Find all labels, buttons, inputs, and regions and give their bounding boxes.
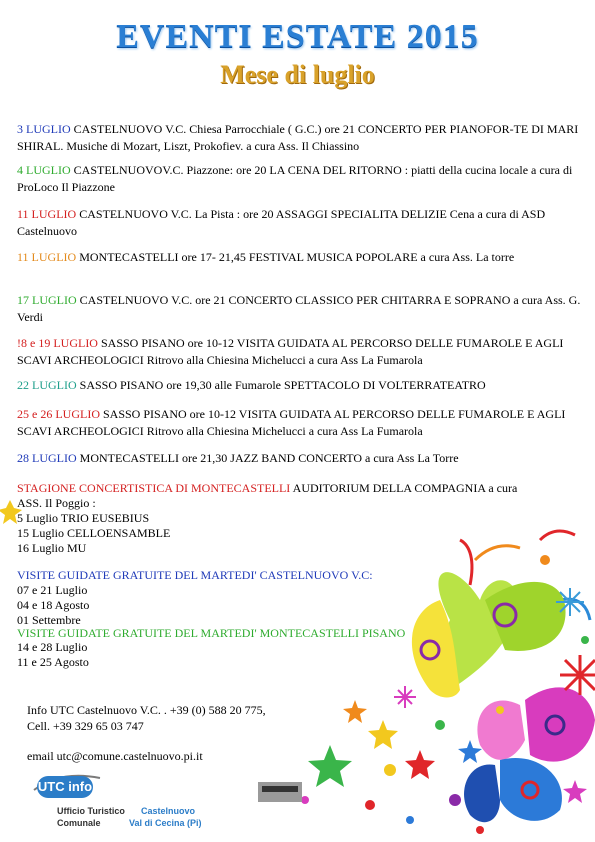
yellow-star-icon xyxy=(368,720,398,749)
event-text: CASTELNUOVO V.C. ore 21 CONCERTO CLASSICO PER CHITARRA E SOPRANO a cura Ass. G. Verdi xyxy=(17,293,581,324)
event-date: 28 LUGLIO xyxy=(17,451,77,465)
page-subtitle: Mese di luglio xyxy=(220,60,375,89)
event-date: 3 LUGLIO xyxy=(17,122,71,136)
contact-info xyxy=(27,702,266,764)
visite-date: 04 e 18 Agosto xyxy=(17,598,90,612)
pink-star-icon xyxy=(563,780,587,803)
logo-line1-place: Castelnuovo xyxy=(141,806,196,816)
snowflake-icon xyxy=(556,588,584,616)
event-item xyxy=(17,377,585,394)
event-item xyxy=(17,406,585,440)
page-title: EVENTI ESTATE 2015 xyxy=(116,18,479,55)
event-date: 17 LUGLIO xyxy=(17,293,77,307)
event-item xyxy=(17,162,585,196)
stagione-heading-line xyxy=(17,481,517,496)
visite-date: 11 e 25 Agosto xyxy=(17,655,89,669)
event-date: 4 LUGLIO xyxy=(17,163,71,177)
event-item xyxy=(17,292,585,326)
event-date: 22 LUGLIO xyxy=(17,378,77,392)
event-text: CASTELNUOVO V.C. La Pista : ore 20 ASSAGGI SPECIALITA DELIZIE Cena a cura di ASD Castelnuovo xyxy=(17,207,546,238)
visite-montecastelli-heading: VISITE GUIDATE GRATUITE DEL MARTEDI' MONTECASTELLI PISANO xyxy=(17,626,406,640)
event-item xyxy=(17,450,585,467)
event-text: SASSO PISANO ore 19,30 alle Fumarole SPETTACOLO DI VOLTERRATEATRO xyxy=(76,378,486,392)
info-email: email utc@comune.castelnuovo.pi.it xyxy=(27,749,203,763)
logo-line2-place: Val di Cecina (Pi) xyxy=(129,818,202,828)
info-phone: Info UTC Castelnuovo V.C. . +39 (0) 588 20 775, xyxy=(27,703,266,717)
event-text: MONTECASTELLI ore 21,30 JAZZ BAND CONCERTO a cura Ass La Torre xyxy=(76,451,459,465)
event-text: CASTELNUOVOV.C. Piazzone: ore 20 LA CENA DEL RITORNO : piatti della cucina locale a cura di ProLoco Il Piazzone xyxy=(17,163,573,194)
red-star-icon xyxy=(405,750,435,779)
visite-date: 01 Settembre xyxy=(17,613,81,627)
visite-castelnuovo-heading: VISITE GUIDATE GRATUITE DEL MARTEDI' CASTELNUOVO V.C: xyxy=(17,568,373,582)
event-date: 11 LUGLIO xyxy=(17,250,77,264)
event-item xyxy=(17,249,585,266)
info-cell: Cell. +39 329 65 03 747 xyxy=(27,719,144,733)
snowflake-icon xyxy=(560,655,595,695)
utc-logo xyxy=(37,776,217,832)
stagione-heading: STAGIONE CONCERTISTICA DI MONTECASTELLI xyxy=(17,481,291,495)
blue-star-icon xyxy=(458,740,482,763)
butterfly-pink-icon xyxy=(477,687,595,761)
green-star-icon xyxy=(308,745,352,787)
utc-badge: UTC info xyxy=(37,776,93,798)
stagione-item: 15 Luglio CELLOENSAMBLE xyxy=(17,526,171,540)
event-date: !8 e 19 LUGLIO xyxy=(17,336,98,350)
event-item xyxy=(17,121,585,155)
visite-date: 14 e 28 Luglio xyxy=(17,640,88,654)
logo-line2: Comunale xyxy=(57,818,101,828)
stagione-item: 16 Luglio MU xyxy=(17,541,87,555)
stagione-text: AUDITORIUM DELLA COMPAGNIA a cura xyxy=(290,481,518,495)
event-date: 25 e 26 LUGLIO xyxy=(17,407,100,421)
stagione-organizer: ASS. Il Poggio : xyxy=(17,496,96,510)
event-item xyxy=(17,335,585,369)
orange-star-icon xyxy=(343,700,367,723)
stagione-item: 5 Luglio TRIO EUSEBIUS xyxy=(17,511,150,525)
event-text: SASSO PISANO ore 10-12 VISITA GUIDATA AL PERCORSO DELLE FUMAROLE E AGLI SCAVI ARCHEOLOGICI Ritrovo alla Chiesina Michelucci a cura Ass La Fumarola xyxy=(17,336,564,367)
logo-line1: Ufficio Turistico xyxy=(57,806,125,816)
event-item xyxy=(17,206,585,240)
event-text: MONTECASTELLI ore 17- 21,45 FESTIVAL MUSICA POPOLARE a cura Ass. La torre xyxy=(76,250,515,264)
visite-date: 07 e 21 Luglio xyxy=(17,583,88,597)
snowflake-icon xyxy=(394,686,416,708)
butterfly-blue-icon xyxy=(464,758,562,822)
event-text: CASTELNUOVO V.C. Chiesa Parrocchiale ( G.C.) ore 21 CONCERTO PER PIANOFOR-TE DI MARI SHIRAL. Musiche di Mozart, Liszt, Prokofiev. a cura Ass. Il Chiassino xyxy=(17,122,579,153)
sponsor-logo xyxy=(258,782,302,802)
event-date: 11 LUGLIO xyxy=(17,207,77,221)
event-text: SASSO PISANO ore 10-12 VISITA GUIDATA AL PERCORSO DELLE FUMAROLE E AGLI SCAVI ARCHEOLOGICI Ritrovo alla Chiesina Michelucci a cura Ass La Fumarola xyxy=(17,407,566,438)
